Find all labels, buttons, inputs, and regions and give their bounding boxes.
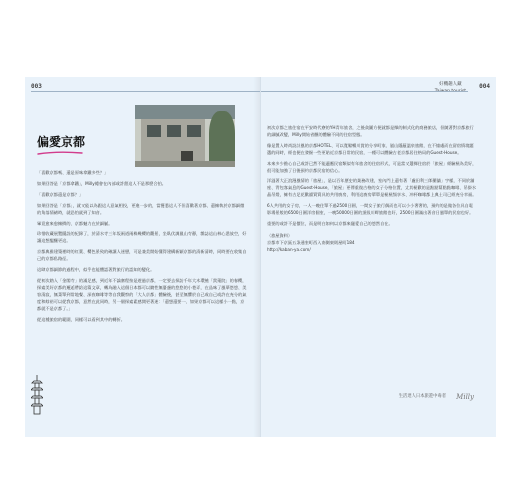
header-rule (261, 91, 468, 92)
page-number: 004 (479, 83, 490, 90)
info-address: 京都市下京區五条通室町西入南側東則屋町184 (267, 239, 355, 245)
info-label: 〈旅屋資料〉 (267, 232, 293, 238)
paragraph: 從這種旅宿的範圍，同樣可以看到其中的轉折。 (37, 316, 125, 322)
paragraph: 本來多少擔心自己或許已然不能適應民宿類似有年旅舍的住宿形式，可是當又選擇住宿於「旅屋」經驗極為美好，很可能加強了日後預約京都民宿的信心。 (267, 160, 477, 173)
photo-ground (135, 161, 235, 167)
right-page (261, 77, 496, 437)
photo-window (187, 125, 201, 137)
paragraph: 京都典雅建築裡時的紅葉、櫻色景致的確讓人迷戀，可是兼美開始懂得建構新穎京都的清新清時，同時要在收集自己的京都私路徑。 (37, 249, 247, 262)
paragraph: 「喜歡京都還是京都？」 (37, 191, 84, 197)
paragraph: 洋溢著大正浪漫風情的「旅屋」，是以百年歷史的業務改建，室內門上還有著「盧田利三郎藥舖」字樣，不同於舖座、背包客氣息的Guest-House，「旅屋」更傳重復古格的女子分格位置，丈其極歡的是點點幫點點咖啡、吊掛水晶吊燈，擁有古足花歡韻質質具的共用廚房，利用這廚房單單是極極頻享水、冲杯咖啡都上典土司已經充分幸福。 (267, 178, 477, 198)
paragraph: 初次京都之旅住宿在平安時代寮的YH青年旅舍，之後貪圖方便就都是擇的制式化的商務旅店，但隨著對京都旅行的細膩改變，Milly開始省釀的體驗不同的住宿型態。 (267, 125, 474, 137)
photo-window (167, 125, 181, 137)
info-block (267, 232, 477, 253)
paragraph: 重要的或許不是價位，而是明白如何以京都來寵愛自己的悠然自在。 (267, 220, 393, 226)
paragraph: 珍惜收藏展覽擺設的紀錄了，於清水寺三年坂兩道兩株幾櫻的觀景，坐臥伏調嵐山寺靜，雜誌這山林心悉放空，好讓這想醞釀更這。 (37, 231, 247, 244)
paragraph: 「喜歡京都嗎、還是原味拿鐵多些？」 (37, 170, 109, 175)
paragraph: 畢竟愈來愈擁擠的、京都魅力在於細膩。 (37, 220, 113, 226)
book-spread (25, 77, 496, 437)
pagoda-icon (31, 375, 43, 415)
footer-text: 生活達人日本旅遊中毒者 (398, 394, 446, 399)
photo-tree (209, 111, 235, 167)
title-underline (37, 150, 83, 156)
paragraph: 如果回答是「京都拿鐵」，Milly總會在內部或許甜這人不是那麼合拍。 (37, 180, 166, 186)
paragraph: 這肆京都細節的過程中，似乎也能體認著對旅行的認知的變化。 (37, 267, 155, 273)
paragraph: 6人共用的女子房，一人一晚住單不過2500日圓，一間女子旅行偶而也可以小小奢奢的，預約的是做各位具自電影場景般的6500日圓洋房個室，一晚50000日圓的頂級川畔旅館也好，2500日圓滿出著音日風單的民宿也好。 (267, 203, 474, 216)
page-number: 003 (31, 83, 42, 90)
paragraph: 像是置入時尚設計風的京都HOTEL、可以寬鬆暢川賞的分享町家、嵐山隱蔽溫泉旅館，在不憧處而在留宿情境題選的同時，經也便在發掘一些更貼近京都日常的民宿，一種可以體驗古老京都居住格局的Guest-House。 (267, 142, 474, 155)
right-body-text (267, 125, 477, 253)
photo-window (147, 125, 161, 137)
paragraph: 如果回答是「京都」，就又能以為跟這人意氣相投，更進一步的，當獲悉這人不但喜歡著京都、還擁執於京都細微的角落情緒時，就恐怕就到了知音。 (37, 202, 245, 215)
series-title-zh: 好機趣人藏 (439, 82, 462, 87)
photo-house-facade (141, 119, 205, 167)
article-title: 偏愛京都 (37, 135, 86, 149)
left-page (25, 77, 260, 437)
header-rule (31, 91, 260, 92)
info-url: http://kaban-ya.com/ (267, 246, 311, 252)
footer-logo: Milly (456, 393, 474, 401)
house-photo (135, 105, 235, 167)
paragraph: 從初次踏入「金閣寺」的滿足感，到近年不論寨程按是遊過京都，一定要去探訪千年大木環繞「貴蓮院」的春櫻，探索美好京都的邂逅帶給這篇文章，轉為融入這個日本都可以隨性無憂慮的悠悠的小巷弄，在品味了風華悠悠、美容清寂，無菜單到常地餐、深夜咖啡等等自我觀察的「大人京都」體驗後，甚至無懼於自己或自己或許在充分的氣度和餘裕可以從我京都，意然在此同時，另一個探索素感開更著迷：「還想還要一、如果京都可以這樣小一點，京都就不是京都了。」 (37, 277, 247, 311)
series-header (435, 81, 466, 95)
left-body-text (37, 170, 247, 327)
